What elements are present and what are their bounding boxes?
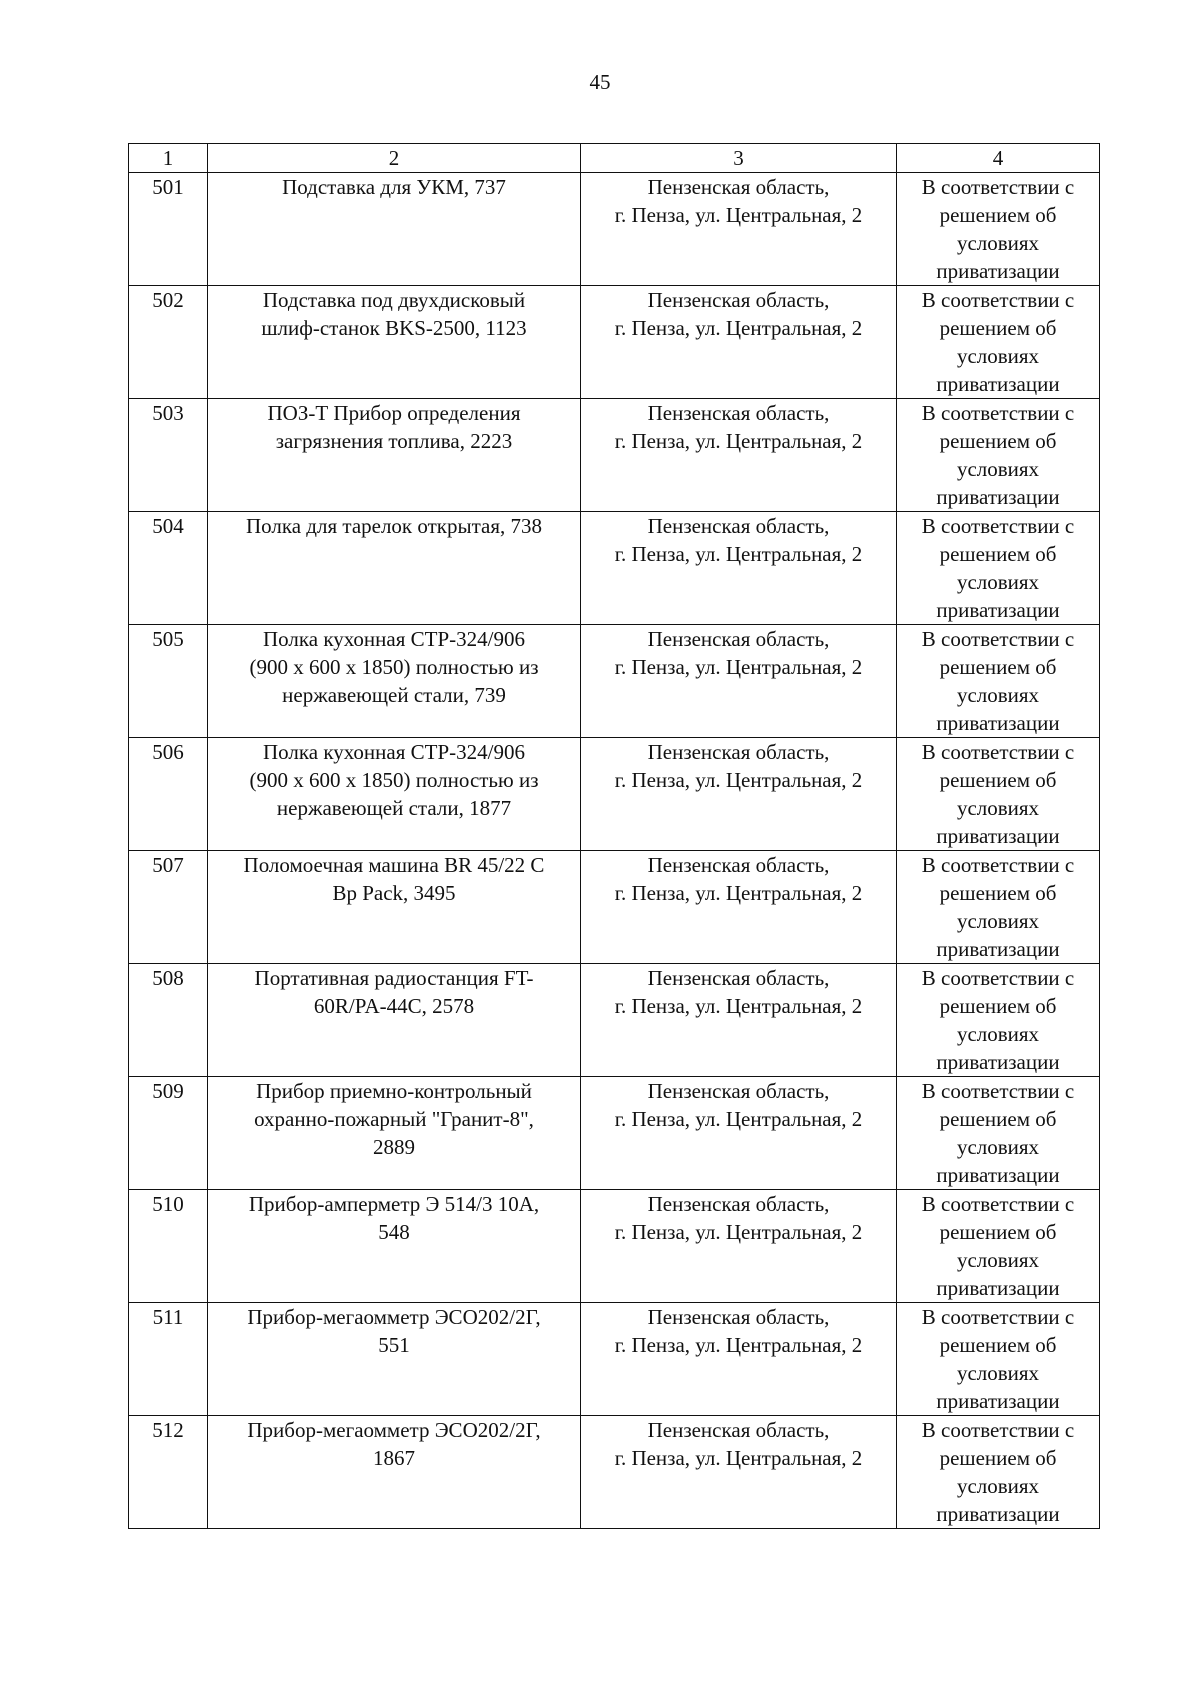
address-line: г. Пенза, ул. Центральная, 2 xyxy=(614,1333,863,1357)
item-name-line: 2889 xyxy=(373,1135,415,1159)
basis-cell xyxy=(897,512,1100,625)
address-line: Пензенская область, xyxy=(647,288,830,312)
address-line: Пензенская область, xyxy=(647,1418,830,1442)
basis-line: условиях xyxy=(956,1135,1040,1159)
address-cell xyxy=(581,286,897,399)
basis-line: решением об xyxy=(939,542,1057,566)
address-cell xyxy=(581,738,897,851)
item-name-line: нержавеющей стали, 739 xyxy=(282,683,506,707)
item-name-cell xyxy=(208,851,581,964)
table-row xyxy=(129,286,1100,399)
item-name-line: Прибор приемно-контрольный xyxy=(256,1079,532,1103)
item-name-line: Подставка для УКМ, 737 xyxy=(282,175,506,199)
basis-line: условиях xyxy=(956,1474,1040,1498)
table-row xyxy=(129,1077,1100,1190)
basis-line: решением об xyxy=(939,203,1057,227)
address-cell xyxy=(581,1077,897,1190)
address-line: Пензенская область, xyxy=(647,1305,830,1329)
basis-line: приватизации xyxy=(936,1502,1060,1526)
address-line: г. Пенза, ул. Центральная, 2 xyxy=(614,655,863,679)
basis-line: В соответствии с xyxy=(921,1418,1075,1442)
basis-line: В соответствии с xyxy=(921,1079,1075,1103)
row-number-cell: 507 xyxy=(129,851,208,964)
table-row xyxy=(129,1303,1100,1416)
basis-cell xyxy=(897,1190,1100,1303)
address-line: г. Пенза, ул. Центральная, 2 xyxy=(614,1446,863,1470)
table-header-row xyxy=(129,144,1100,173)
item-name-cell xyxy=(208,286,581,399)
address-line: г. Пенза, ул. Центральная, 2 xyxy=(614,1107,863,1131)
item-name-line: охранно-пожарный "Гранит-8", xyxy=(254,1107,534,1131)
address-line: Пензенская область, xyxy=(647,514,830,538)
basis-cell xyxy=(897,1303,1100,1416)
row-number-cell: 508 xyxy=(129,964,208,1077)
item-name-cell xyxy=(208,1303,581,1416)
column-header-number: 1 xyxy=(129,144,208,173)
item-name-line: шлиф-станок BKS-2500, 1123 xyxy=(261,316,527,340)
item-name-cell xyxy=(208,173,581,286)
address-cell xyxy=(581,173,897,286)
address-line: г. Пенза, ул. Центральная, 2 xyxy=(614,203,863,227)
item-name-cell xyxy=(208,1077,581,1190)
basis-line: В соответствии с xyxy=(921,740,1075,764)
column-header-name: 2 xyxy=(208,144,581,173)
item-name-cell xyxy=(208,399,581,512)
basis-line: В соответствии с xyxy=(921,1305,1075,1329)
address-line: г. Пенза, ул. Центральная, 2 xyxy=(614,542,863,566)
basis-line: приватизации xyxy=(936,1163,1060,1187)
item-name-line: 548 xyxy=(378,1220,410,1244)
basis-line: приватизации xyxy=(936,1276,1060,1300)
item-name-line: Полка для тарелок открытая, 738 xyxy=(245,514,543,538)
row-number-cell: 509 xyxy=(129,1077,208,1190)
basis-cell xyxy=(897,399,1100,512)
row-number-cell: 506 xyxy=(129,738,208,851)
item-name-line: Поломоечная машина BR 45/22 C xyxy=(243,853,545,877)
item-name-line: (900 x 600 x 1850) полностью из xyxy=(249,768,539,792)
address-line: Пензенская область, xyxy=(647,401,830,425)
basis-line: В соответствии с xyxy=(921,514,1075,538)
row-number-cell: 510 xyxy=(129,1190,208,1303)
table-row xyxy=(129,851,1100,964)
basis-line: решением об xyxy=(939,1220,1057,1244)
table-row xyxy=(129,1416,1100,1529)
page-number: 45 xyxy=(589,70,611,94)
address-line: г. Пенза, ул. Центральная, 2 xyxy=(614,768,863,792)
address-cell xyxy=(581,625,897,738)
item-name-line: Полка кухонная СТР-324/906 xyxy=(263,740,525,764)
item-name-line: Портативная радиостанция FT- xyxy=(254,966,534,990)
address-line: Пензенская область, xyxy=(647,740,830,764)
address-line: г. Пенза, ул. Центральная, 2 xyxy=(614,1220,863,1244)
item-name-cell xyxy=(208,625,581,738)
address-line: г. Пенза, ул. Центральная, 2 xyxy=(614,881,863,905)
basis-line: условиях xyxy=(956,344,1040,368)
basis-line: условиях xyxy=(956,796,1040,820)
item-name-line: Прибор-амперметр Э 514/3 10А, xyxy=(248,1192,540,1216)
address-line: Пензенская область, xyxy=(647,1192,830,1216)
item-name-line: 551 xyxy=(378,1333,410,1357)
basis-line: условиях xyxy=(956,683,1040,707)
basis-line: приватизации xyxy=(936,1050,1060,1074)
basis-cell xyxy=(897,851,1100,964)
basis-line: решением об xyxy=(939,1333,1057,1357)
address-cell xyxy=(581,512,897,625)
basis-line: В соответствии с xyxy=(921,175,1075,199)
address-line: Пензенская область, xyxy=(647,175,830,199)
column-header-address: 3 xyxy=(581,144,897,173)
row-number-cell: 504 xyxy=(129,512,208,625)
basis-line: решением об xyxy=(939,994,1057,1018)
address-line: Пензенская область, xyxy=(647,627,830,651)
basis-line: приватизации xyxy=(936,259,1060,283)
item-name-cell xyxy=(208,964,581,1077)
address-cell xyxy=(581,964,897,1077)
address-line: г. Пенза, ул. Центральная, 2 xyxy=(614,316,863,340)
table-row xyxy=(129,173,1100,286)
address-line: г. Пенза, ул. Центральная, 2 xyxy=(614,994,863,1018)
basis-line: В соответствии с xyxy=(921,853,1075,877)
table-row xyxy=(129,512,1100,625)
table-row xyxy=(129,738,1100,851)
table-row xyxy=(129,1190,1100,1303)
basis-cell xyxy=(897,1416,1100,1529)
basis-line: условиях xyxy=(956,1361,1040,1385)
row-number-cell: 511 xyxy=(129,1303,208,1416)
basis-line: приватизации xyxy=(936,372,1060,396)
item-name-cell xyxy=(208,738,581,851)
basis-line: приватизации xyxy=(936,598,1060,622)
item-name-cell xyxy=(208,1190,581,1303)
item-name-cell xyxy=(208,512,581,625)
address-line: Пензенская область, xyxy=(647,853,830,877)
basis-line: решением об xyxy=(939,1107,1057,1131)
item-name-line: 1867 xyxy=(373,1446,415,1470)
basis-line: приватизации xyxy=(936,711,1060,735)
item-name-line: Полка кухонная СТР-324/906 xyxy=(263,627,525,651)
item-name-cell xyxy=(208,1416,581,1529)
item-name-line: Подставка под двухдисковый xyxy=(262,288,526,312)
basis-line: приватизации xyxy=(936,937,1060,961)
row-number-cell: 501 xyxy=(129,173,208,286)
basis-line: приватизации xyxy=(936,485,1060,509)
basis-cell xyxy=(897,173,1100,286)
item-name-line: 60R/PA-44C, 2578 xyxy=(313,994,475,1018)
item-name-line: нержавеющей стали, 1877 xyxy=(276,796,512,820)
address-cell xyxy=(581,1190,897,1303)
address-cell xyxy=(581,399,897,512)
basis-cell xyxy=(897,964,1100,1077)
address-cell xyxy=(581,851,897,964)
item-name-line: загрязнения топлива, 2223 xyxy=(275,429,513,453)
basis-line: условиях xyxy=(956,457,1040,481)
basis-line: решением об xyxy=(939,881,1057,905)
basis-line: условиях xyxy=(956,1248,1040,1272)
row-number-cell: 505 xyxy=(129,625,208,738)
basis-cell xyxy=(897,738,1100,851)
item-name-line: ПОЗ-Т Прибор определения xyxy=(267,401,521,425)
basis-cell xyxy=(897,1077,1100,1190)
item-name-line: Прибор-мегаомметр ЭСО202/2Г, xyxy=(247,1305,541,1329)
item-name-line: Прибор-мегаомметр ЭСО202/2Г, xyxy=(247,1418,541,1442)
address-cell xyxy=(581,1303,897,1416)
address-line: Пензенская область, xyxy=(647,1079,830,1103)
address-cell xyxy=(581,1416,897,1529)
basis-line: условиях xyxy=(956,570,1040,594)
basis-line: приватизации xyxy=(936,1389,1060,1413)
item-name-line: (900 x 600 x 1850) полностью из xyxy=(249,655,539,679)
address-line: г. Пенза, ул. Центральная, 2 xyxy=(614,429,863,453)
basis-line: В соответствии с xyxy=(921,966,1075,990)
column-header-basis: 4 xyxy=(897,144,1100,173)
basis-cell xyxy=(897,625,1100,738)
table-row xyxy=(129,399,1100,512)
table-row xyxy=(129,964,1100,1077)
basis-line: приватизации xyxy=(936,824,1060,848)
basis-cell xyxy=(897,286,1100,399)
basis-line: решением об xyxy=(939,316,1057,340)
basis-line: решением об xyxy=(939,768,1057,792)
basis-line: решением об xyxy=(939,1446,1057,1470)
basis-line: решением об xyxy=(939,655,1057,679)
table-row xyxy=(129,625,1100,738)
row-number-cell: 502 xyxy=(129,286,208,399)
basis-line: В соответствии с xyxy=(921,401,1075,425)
row-number-cell: 503 xyxy=(129,399,208,512)
basis-line: условиях xyxy=(956,1022,1040,1046)
property-table xyxy=(128,143,1100,1529)
basis-line: В соответствии с xyxy=(921,627,1075,651)
basis-line: В соответствии с xyxy=(921,288,1075,312)
basis-line: решением об xyxy=(939,429,1057,453)
item-name-line: Bp Pack, 3495 xyxy=(332,881,456,905)
row-number-cell: 512 xyxy=(129,1416,208,1529)
address-line: Пензенская область, xyxy=(647,966,830,990)
basis-line: условиях xyxy=(956,231,1040,255)
basis-line: условиях xyxy=(956,909,1040,933)
basis-line: В соответствии с xyxy=(921,1192,1075,1216)
